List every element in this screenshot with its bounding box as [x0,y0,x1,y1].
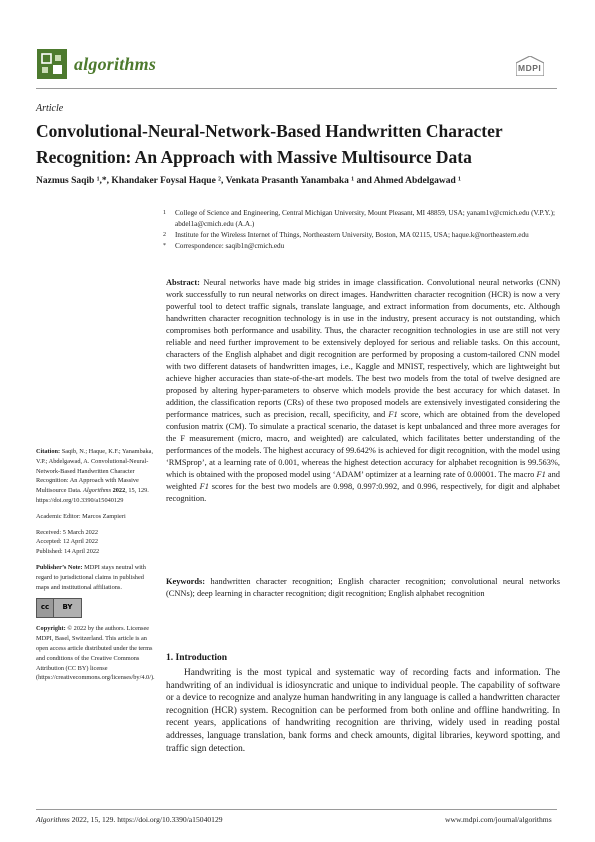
header-divider [36,88,557,89]
copyright-block [36,624,154,683]
affiliation-text: College of Science and Engineering, Central Michigan University, Mount Pleasant, MI 48859, USA; yanam1v@cmich.edu (V.P.Y.); abdel1a@cmich.edu (A.A.) [175,209,555,228]
affiliation-item [163,241,563,252]
footer-citation-text[interactable]: 2022, 15, 129. https://doi.org/10.3390/a15040129 [69,815,223,824]
published-date: Published: 14 April 2022 [36,548,100,556]
copyright-text: © 2022 by the authors. Licensee MDPI, Basel, Switzerland. This article is an open access article distributed under the terms and conditions of the Creative Commons Attribution (CC BY) license (https://creativecommons.org/licenses/by/4.0/). [36,625,155,682]
citation-label: Citation: [36,448,61,455]
section-heading: 1. Introduction [166,653,228,663]
citation-journal: Algorithms [83,487,112,495]
affiliation-text: Correspondence: saqib1n@cmich.edu [175,242,285,250]
keywords-label: Keywords: [166,577,206,586]
accepted-date: Accepted: 12 April 2022 [36,538,99,546]
abstract-f1: F1 [536,470,546,479]
journal-logo [37,49,67,79]
abstract-label: Abstract: [166,278,200,287]
citation-year: 2022 [111,487,126,495]
abstract [166,277,560,505]
affiliation-item [163,230,563,241]
abstract-text: score, which are obtained from the developed confusion matrix (CM). To simulate a practical scenario, the dataset is kept unbalanced and three more averages for the F measurement (micro, macro, and weighted) are calculated, which facilitates better understanding of the performances of the models. The highest accuracy of 99.642% is achieved for digit recognition, with the model using ‘RMSprop’, at a learning rate of 0.001, whereas the highest detection accuracy for alphabet recognition is 99.563%, which is obtained with the proposed model using ‘ADAM’ optimizer at a learning rate of 0.00001. The macro [166,410,560,479]
author-list: Nazmus Saqib ¹,*, Khandaker Foysal Haque ², Venkata Prasanth Yanambaka ¹ and Ahmed Abdelgawad ¹ [36,176,462,186]
abstract-text: and weighted [166,470,560,491]
footer-journal: Algorithms [36,815,70,824]
citation-doi[interactable]: , 15, 129. https://doi.org/10.3390/a15040129 [36,487,149,504]
received-date: Received: 5 March 2022 [36,528,99,536]
publisher-name: MDPI [518,63,542,73]
publisher-note-label: Publisher’s Note: [36,563,83,571]
article-type: Article [36,103,64,114]
publisher-note-text: MDPI stays neutral with regard to jurisdictional claims in published maps and institutional affiliations. [36,563,146,591]
abstract-text: scores for the best two models are 0.998, 0.997:0.992, and 0.996, respectively, for digit and alphabet recognition. [166,482,560,503]
journal-name: algorithms [74,54,157,74]
by-icon: BY [62,603,73,612]
copyright-label: Copyright: [36,625,66,633]
keywords-text: handwritten character recognition; English character recognition; convolutional neural networks (CNNs); deep learning in character recognition; digit recognition; English alphabet recognition [166,577,560,598]
academic-editor: Academic Editor: Marcos Zampieri [36,512,126,520]
affiliation-mark: 1 [163,210,166,216]
abstract-f1: F1 [388,410,398,419]
footer-url[interactable]: www.mdpi.com/journal/algorithms [445,815,552,824]
footer-divider [36,809,557,810]
sidebar [36,447,154,689]
cc-icon: cc [37,599,54,617]
affiliation-mark: 2 [163,232,166,238]
publisher-note [36,563,154,592]
abstract-text: Neural networks have made big strides in image classification. Convolutional neural networks (CNN) work successfully to run neural networks on direct images. Handwritten character recognition (HCR) is now a very powerful tool to detect traffic signals, translate language, and extract information from documents, etc. Although handwritten character recognition technology is in use in the industry, present accuracy is not outstanding, which compromises both performance and usability. Thus, the character recognition technologies in use are still not very reliable and need further improvement to be extensively deployed for serious and reliable tasks. On this account, characters of the English alphabet and digit recognition are performed by proposing a custom-tailored CNN model with two different datasets of handwritten images, i.e., Kaggle and MNIST, respectively, which are lightweight but achieve higher accuracies than state-of-the-art models. The best two models from the total of twelve designed are proposed by altering hyper-parameters to observe which models provide the best accuracy for which dataset. In addition, the classification reports (CRs) of these two proposed models are extensively investigated considering the performance matrices, such as precision, recall, specificity, and [166,278,560,419]
paper-title: Convolutional-Neural-Network-Based Handwritten Character Recognition: An Approach with Massive Multisource Data [36,121,503,167]
footer-citation [36,815,223,824]
intro-paragraph: Handwriting is the most typical and systematic way of recording facts and information. The handwriting of an individual is idiosyncratic and unique to individual people. The capability of software or a device to recognize and analyze human handwriting in any language is called a handwritten character recognition (HCR) system. Recognition can be performed from both online and offline handwriting. In recent years, applications of handwriting recognition are thriving, widely used in reading postal addresses, language translation, bank forms and check amounts, digital libraries, keyword spotting, and traffic sign detection. [166,668,560,754]
affiliation-text: Institute for the Wireless Internet of Things, Northeastern University, Boston, MA 02115, USA; haque.k@northeastern.edu [175,231,529,239]
keywords [166,576,560,600]
affiliation-item [163,208,563,230]
cc-license-badge[interactable] [36,598,82,618]
affiliation-mark: * [163,243,166,249]
citation-text: Saqib, N.; Haque, K.F.; Yanambaka, V.P.; Abdelgawad, A. Convolutional-Neural-Network-Based Handwritten Character Recognition: An Approach with Massive Multisource Data. [36,448,154,495]
citation-block [36,447,154,506]
affiliations [163,208,563,252]
abstract-f1: F1 [199,482,209,491]
